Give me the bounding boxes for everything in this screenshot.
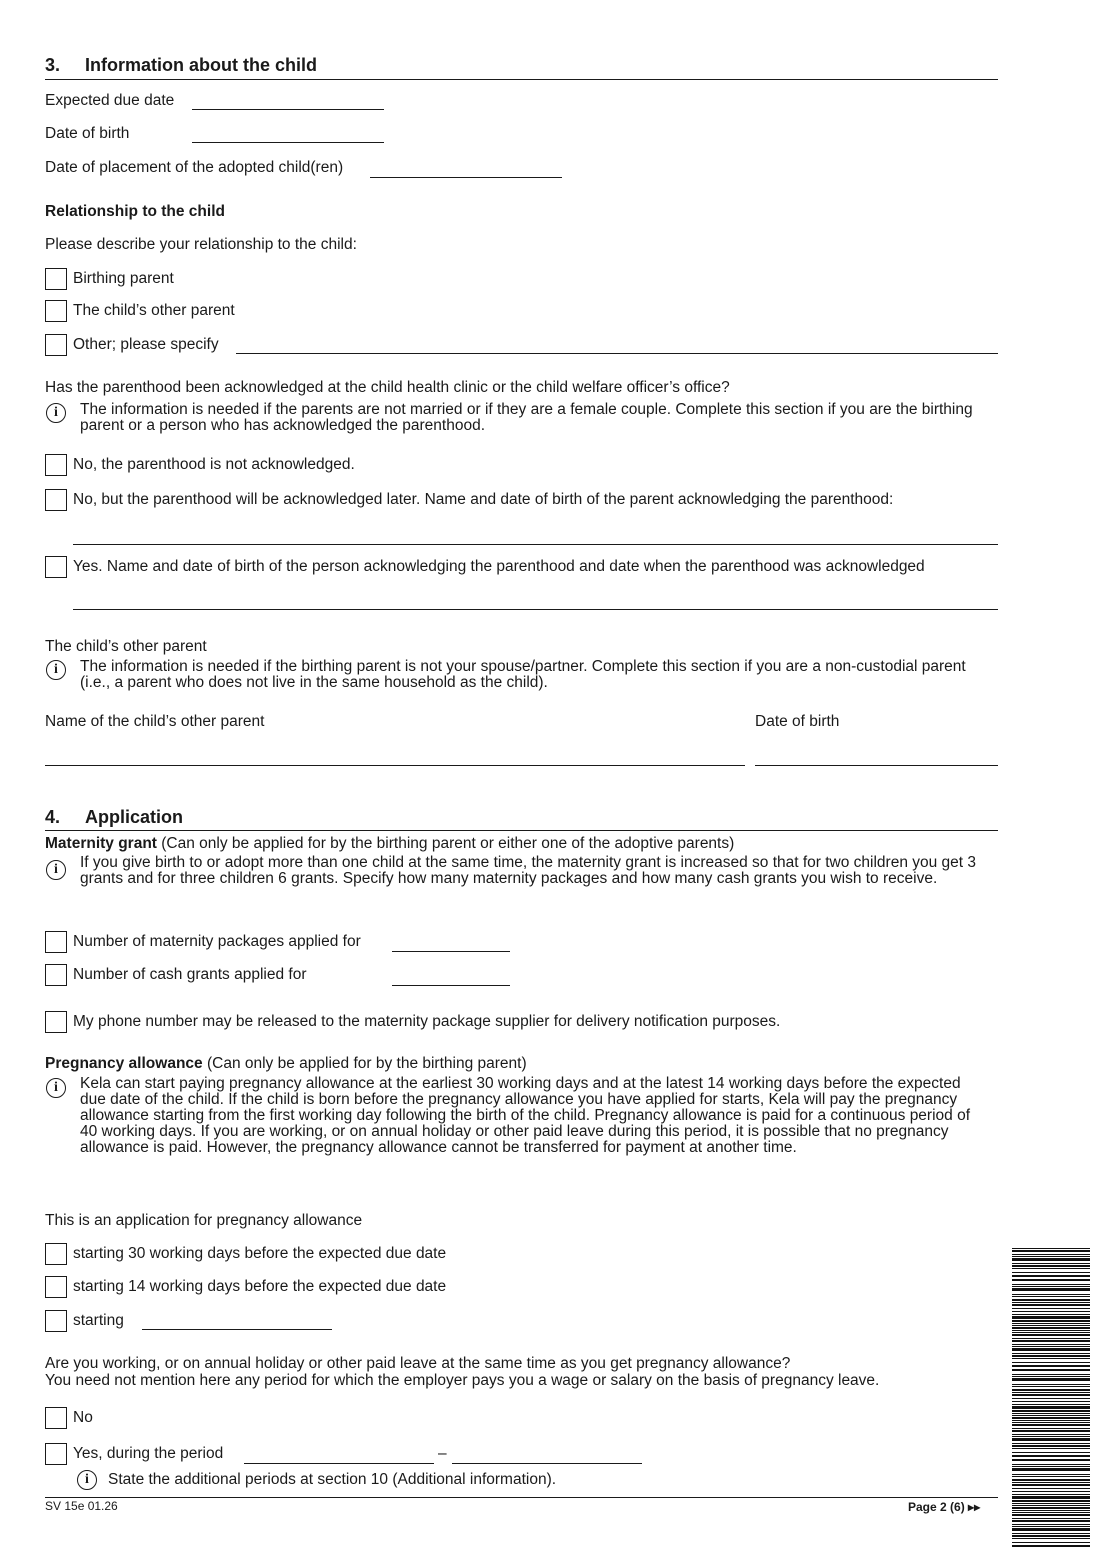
barcode-stripe — [1012, 1268, 1090, 1269]
section-4-heading: 4. Application — [45, 807, 183, 827]
barcode-stripe — [1012, 1386, 1090, 1387]
section-3-heading: 3. Information about the child — [45, 55, 317, 75]
other-parent-heading: The child’s other parent — [45, 638, 207, 655]
barcode-stripe — [1012, 1302, 1090, 1303]
barcode-stripe — [1012, 1286, 1090, 1287]
start-30-days-label: starting 30 working days before the expected due date — [73, 1245, 447, 1262]
start-14-days-checkbox[interactable] — [45, 1276, 67, 1298]
barcode-stripe — [1012, 1422, 1090, 1423]
working-no-label: No — [73, 1409, 93, 1426]
expected-due-date-label: Expected due date — [45, 92, 175, 109]
barcode-stripe — [1012, 1413, 1090, 1414]
barcode-stripe — [1012, 1404, 1090, 1405]
barcode-stripe — [1012, 1500, 1090, 1502]
barcode-stripe — [1012, 1479, 1090, 1481]
phone-consent-label: My phone number may be released to the maternity package supplier for delivery notification purposes. — [73, 1013, 781, 1030]
other-parent-dob-label: Date of birth — [755, 713, 840, 730]
barcode-stripe — [1012, 1256, 1090, 1257]
barcode-stripe — [1012, 1452, 1090, 1453]
barcode-stripe — [1012, 1415, 1090, 1416]
info-icon: i — [77, 1470, 97, 1490]
barcode-stripe — [1012, 1510, 1090, 1511]
barcode-stripe — [1012, 1488, 1090, 1489]
barcode-stripe — [1012, 1524, 1090, 1525]
barcode-stripe — [1012, 1279, 1090, 1281]
barcode-stripe — [1012, 1476, 1090, 1477]
barcode-stripe — [1012, 1299, 1090, 1301]
barcode-stripe — [1012, 1323, 1090, 1324]
barcode-stripe — [1012, 1518, 1090, 1519]
other-parent-dob-field[interactable] — [755, 765, 998, 766]
barcode-stripe — [1012, 1327, 1090, 1329]
ack-later-checkbox[interactable] — [45, 489, 67, 511]
barcode-stripe — [1012, 1538, 1090, 1539]
placement-date-label: Date of placement of the adopted child(ren) — [45, 159, 344, 176]
start-30-days-checkbox[interactable] — [45, 1243, 67, 1265]
barcode-stripe — [1012, 1494, 1090, 1495]
barcode-stripe — [1012, 1455, 1090, 1457]
expected-due-date-field[interactable] — [192, 109, 384, 110]
barcode-stripe — [1012, 1401, 1090, 1402]
barcode-stripe — [1012, 1308, 1090, 1309]
barcode-stripe — [1012, 1503, 1090, 1504]
barcode-stripe — [1012, 1304, 1090, 1306]
barcode-stripe — [1012, 1296, 1090, 1297]
barcode-stripe — [1012, 1288, 1090, 1291]
other-parent-name-label: Name of the child’s other parent — [45, 713, 265, 730]
next-page-icon: ▸▸ — [968, 1500, 981, 1514]
barcode-stripe — [1012, 1365, 1090, 1367]
barcode-stripe — [1012, 1248, 1090, 1249]
barcode-stripe — [1012, 1464, 1090, 1465]
barcode-stripe — [1012, 1316, 1090, 1319]
footer-rule — [45, 1497, 998, 1498]
ack-later-field[interactable] — [73, 544, 998, 545]
form-code: SV 15e 01.26 — [45, 1499, 118, 1513]
birthing-parent-label: Birthing parent — [73, 270, 174, 287]
page-number: Page 2 (6) ▸▸ — [908, 1500, 981, 1514]
barcode-stripe — [1012, 1417, 1090, 1419]
barcode-stripe — [1012, 1535, 1090, 1537]
barcode-stripe — [1012, 1428, 1090, 1429]
section-3-rule — [45, 79, 998, 80]
other-parent-label: The child’s other parent — [73, 302, 235, 319]
maternity-packages-field[interactable] — [392, 951, 510, 952]
barcode-stripe — [1012, 1496, 1090, 1499]
section-4-rule — [45, 830, 998, 831]
barcode-stripe — [1012, 1533, 1090, 1534]
barcode-stripe — [1012, 1507, 1090, 1509]
barcode-stripe — [1012, 1542, 1090, 1543]
barcode-stripe — [1012, 1406, 1090, 1409]
barcode-stripe — [1012, 1436, 1090, 1437]
barcode-stripe — [1012, 1263, 1090, 1264]
barcode-stripe — [1012, 1358, 1090, 1359]
barcode-stripe — [1012, 1340, 1090, 1342]
maternity-grant-heading: Maternity grant (Can only be applied for by the birthing parent or either one of the adoptive parents) — [45, 835, 735, 852]
barcode-stripe — [1012, 1434, 1090, 1435]
barcode-stripe — [1012, 1250, 1090, 1252]
barcode-stripe — [1012, 1466, 1090, 1467]
barcode-stripe — [1012, 1482, 1090, 1483]
barcode-stripe — [1012, 1491, 1090, 1492]
barcode-stripe — [1012, 1392, 1090, 1393]
barcode-stripe — [1012, 1344, 1090, 1345]
birthing-parent-checkbox[interactable] — [45, 268, 67, 290]
barcode-stripe — [1012, 1348, 1090, 1351]
barcode-stripe — [1012, 1325, 1090, 1326]
working-question-1: Are you working, or on annual holiday or other paid leave at the same time as you get pregnancy allowance? — [45, 1355, 791, 1372]
barcode-stripe — [1012, 1384, 1090, 1385]
barcode-stripe — [1012, 1369, 1090, 1371]
phone-consent-checkbox[interactable] — [45, 1011, 67, 1033]
info-icon: i — [46, 860, 66, 880]
barcode-stripe — [1012, 1254, 1090, 1255]
working-yes-checkbox[interactable] — [45, 1443, 67, 1465]
working-question-2: You need not mention here any period for which the employer pays you a wage or salary on the basis of pregnancy leave. — [45, 1372, 880, 1389]
barcode-stripe — [1012, 1410, 1090, 1412]
other-parent-checkbox[interactable] — [45, 300, 67, 322]
acknowledgement-question: Has the parenthood been acknowledged at the child health clinic or the child welfare officer’s office? — [45, 379, 730, 396]
barcode-stripe — [1012, 1459, 1090, 1461]
ack-no-label: No, the parenthood is not acknowledged. — [73, 456, 355, 473]
barcode-stripe — [1012, 1430, 1090, 1432]
ack-yes-label: Yes. Name and date of birth of the person acknowledging the parenthood and date when the parenthood was acknowledged — [73, 558, 925, 575]
barcode-stripe — [1012, 1528, 1090, 1531]
barcode-stripe — [1012, 1376, 1090, 1377]
barcode-stripe — [1012, 1420, 1090, 1421]
barcode-stripe — [1012, 1443, 1090, 1444]
start-custom-date-field[interactable] — [142, 1329, 332, 1330]
cash-grants-label: Number of cash grants applied for — [73, 966, 307, 983]
barcode-stripe — [1012, 1438, 1090, 1441]
barcode-stripe — [1012, 1275, 1090, 1277]
barcode-stripe — [1012, 1355, 1090, 1357]
barcode-stripe — [1012, 1394, 1090, 1396]
barcode-stripe — [1012, 1272, 1090, 1273]
barcode-stripe — [1012, 1284, 1090, 1285]
barcode-stripe — [1012, 1468, 1090, 1471]
barcode-stripe — [1012, 1330, 1090, 1331]
date-of-birth-label: Date of birth — [45, 125, 130, 142]
maternity-packages-label: Number of maternity packages applied for — [73, 933, 361, 950]
working-period-start-field[interactable] — [244, 1463, 434, 1464]
acknowledgement-info: The information is needed if the parents are not married or if they are a female couple. Complete this section if you are the birthing parent or a person who has acknowledged the parenthood. — [80, 401, 973, 434]
barcode-stripe — [1012, 1424, 1090, 1426]
barcode-stripe — [1012, 1334, 1090, 1336]
other-relationship-field[interactable] — [236, 353, 998, 354]
info-icon: i — [46, 660, 66, 680]
pregnancy-allowance-info: Kela can start paying pregnancy allowance at the earliest 30 working days and at the latest 14 working days before the expected due date of the child. If the child is born before the pregnancy allowance you have applied for starts, Kela will pay the pregnancy allowance starting from the first working day following the birth of the child. Pregnancy allowance is paid for a continuous period of 40 working days. If you are working, or on annual holiday or other paid leave during this period, it is possible that no pregnancy allowance is paid. However, the pregnancy allowance cannot be transferred for payment at another time. — [80, 1075, 971, 1156]
barcode-stripe — [1012, 1258, 1090, 1261]
barcode-stripe — [1012, 1389, 1090, 1391]
working-period-end-field[interactable] — [452, 1463, 642, 1464]
barcode-stripe — [1012, 1362, 1090, 1363]
other-parent-name-field[interactable] — [45, 765, 745, 766]
period-dash: – — [438, 1445, 447, 1462]
barcode-stripe — [1012, 1505, 1090, 1506]
barcode-stripe — [1012, 1338, 1090, 1339]
date-of-birth-field[interactable] — [192, 142, 384, 143]
barcode-stripe — [1012, 1474, 1090, 1475]
barcode-stripe — [1012, 1445, 1090, 1447]
barcode-stripe — [1012, 1374, 1090, 1375]
barcode-stripe — [1012, 1514, 1090, 1516]
barcode-stripe — [1012, 1332, 1090, 1333]
other-relationship-label: Other; please specify — [73, 336, 219, 353]
barcode-stripe — [1012, 1398, 1090, 1399]
relationship-heading: Relationship to the child — [45, 203, 225, 220]
pregnancy-allowance-heading: Pregnancy allowance (Can only be applied for by the birthing parent) — [45, 1055, 527, 1072]
ack-yes-field[interactable] — [73, 609, 998, 610]
barcode-stripe — [1012, 1378, 1090, 1381]
other-relationship-checkbox[interactable] — [45, 334, 67, 356]
barcode-stripe — [1012, 1484, 1090, 1486]
barcode-stripe — [1012, 1265, 1090, 1267]
barcode-stripe — [1012, 1512, 1090, 1513]
barcode-stripe — [1012, 1314, 1090, 1315]
ack-no-checkbox[interactable] — [45, 454, 67, 476]
barcode-stripe — [1012, 1346, 1090, 1347]
barcode-stripe — [1012, 1320, 1090, 1322]
start-custom-label: starting — [73, 1312, 124, 1329]
start-14-days-label: starting 14 working days before the expected due date — [73, 1278, 447, 1295]
barcode-stripe — [1012, 1545, 1090, 1547]
cash-grants-field[interactable] — [392, 985, 510, 986]
barcode — [1012, 1248, 1090, 1548]
barcode-stripe — [1012, 1353, 1090, 1354]
info-icon: i — [46, 403, 66, 423]
barcode-stripe — [1012, 1520, 1090, 1522]
ack-yes-checkbox[interactable] — [45, 556, 67, 578]
working-yes-label: Yes, during the period — [73, 1445, 224, 1462]
barcode-stripe — [1012, 1294, 1090, 1295]
placement-date-field[interactable] — [370, 177, 562, 178]
info-icon: i — [46, 1078, 66, 1098]
relationship-prompt: Please describe your relationship to the child: — [45, 236, 357, 253]
barcode-stripe — [1012, 1526, 1090, 1527]
additional-periods-info: State the additional periods at section 10 (Additional information). — [108, 1471, 557, 1488]
pregnancy-application-label: This is an application for pregnancy allowance — [45, 1212, 363, 1229]
ack-later-label: No, but the parenthood will be acknowledged later. Name and date of birth of the parent acknowledging the parenthood: — [73, 491, 894, 508]
other-parent-info: The information is needed if the birthing parent is not your spouse/partner. Complete this section if you are a non-custodial parent (i.e., a parent who does not live in the same household as the child). — [80, 658, 966, 691]
cash-grants-checkbox[interactable] — [45, 964, 67, 986]
start-custom-checkbox[interactable] — [45, 1310, 67, 1332]
maternity-packages-checkbox[interactable] — [45, 931, 67, 953]
working-no-checkbox[interactable] — [45, 1407, 67, 1429]
barcode-stripe — [1012, 1311, 1090, 1312]
maternity-grant-info: If you give birth to or adopt more than one child at the same time, the maternity grant is increased so that for two children you get 3 grants and for three children 6 grants. Specify how many maternity packages and how many cash grants you wish to receive. — [80, 854, 977, 887]
barcode-stripe — [1012, 1448, 1090, 1449]
